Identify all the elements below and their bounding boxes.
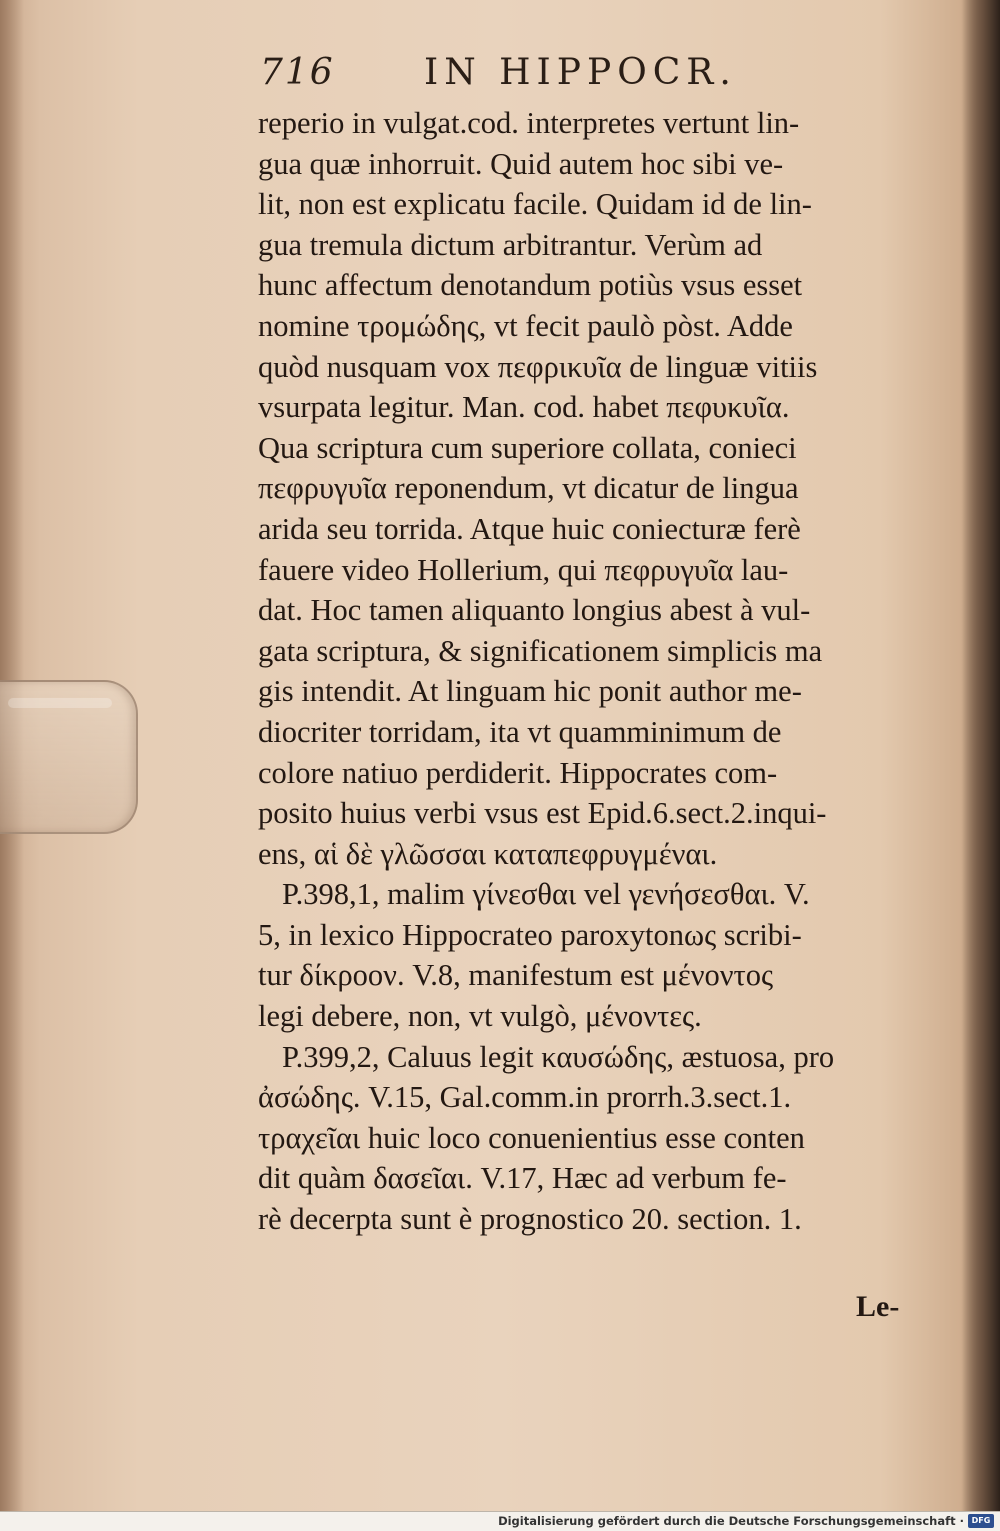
text-line: fauere video Hollerium, qui πεφρυγυῖα lau- xyxy=(258,552,789,587)
running-title: IN HIPPOCR. xyxy=(424,52,737,93)
text-line: gua tremula dictum arbitrantur. Verùm ad xyxy=(258,227,763,262)
text-line: dat. Hoc tamen aliquanto longius abest à vul- xyxy=(258,593,811,628)
text-line: ἀσώδης. V.15, Gal.comm.in prorrh.3.sect.1. xyxy=(258,1080,792,1115)
text-line: τραχεῖαι huic loco conuenientius esse conten xyxy=(258,1120,805,1155)
text-line: πεφρυγυῖα reponendum, vt dicatur de lingua xyxy=(258,471,799,506)
body-text xyxy=(258,103,918,1240)
dfg-logo-icon: DFG xyxy=(968,1514,994,1528)
footer-notice: Digitalisierung gefördert durch die Deutsche Forschungsgemeinschaft · xyxy=(498,1514,964,1528)
page-clip xyxy=(0,680,138,834)
digitization-footer xyxy=(0,1511,1000,1531)
text-line: tur δίκροον. V.8, manifestum est μένοντος xyxy=(258,958,774,993)
text-line: vsurpata legitur. Man. cod. habet πεφυκυῖα. xyxy=(258,390,790,425)
clip-shine xyxy=(8,698,112,708)
text-line: arida seu torrida. Atque huic coniecturæ ferè xyxy=(258,511,801,546)
text-line: Qua scriptura cum superiore collata, conieci xyxy=(258,430,797,465)
text-line: gata scriptura, & significationem simplicis ma xyxy=(258,633,823,668)
text-line: 5, in lexico Hippocrateo paroxytonως scribi- xyxy=(258,917,802,952)
text-line: P.398,1, malim γίνεσθαι vel γενήσεσθαι. V. xyxy=(282,877,810,912)
facing-page-edge xyxy=(962,0,1000,1512)
text-line: quòd nusquam vox πεφρικυῖα de linguæ vitiis xyxy=(258,349,818,384)
text-line: gua quæ inhorruit. Quid autem hoc sibi ve- xyxy=(258,146,784,181)
text-line: lit, non est explicatu facile. Quidam id de lin- xyxy=(258,187,812,222)
text-line: P.399,2, Caluus legit καυσώδης, æstuosa, pro xyxy=(282,1039,835,1074)
page-header xyxy=(260,52,920,98)
page-number: 716 xyxy=(260,52,335,93)
text-line: ens, αἱ δὲ γλῶσσαι καταπεφρυγμέναι. xyxy=(258,836,718,871)
text-line: diocriter torridam, ita vt quamminimum de xyxy=(258,714,782,749)
text-line: nomine τρομώδης, vt fecit paulò pòst. Adde xyxy=(258,308,793,343)
text-line: colore natiuo perdiderit. Hippocrates com- xyxy=(258,755,778,790)
text-line: rè decerpta sunt è prognostico 20. section. 1. xyxy=(258,1202,802,1237)
text-line: gis intendit. At linguam hic ponit author me- xyxy=(258,674,802,709)
text-line: legi debere, non, vt vulgò, μένοντες. xyxy=(258,999,702,1034)
text-line: reperio in vulgat.cod. interpretes vertunt lin- xyxy=(258,106,800,140)
text-line: posito huius verbi vsus est Epid.6.sect.2.inqui- xyxy=(258,796,827,831)
text-line: hunc affectum denotandum potiùs vsus esset xyxy=(258,268,803,303)
text-line: dit quàm δασεῖαι. V.17, Hæc ad verbum fe- xyxy=(258,1161,787,1196)
catchword: Le- xyxy=(856,1290,900,1323)
